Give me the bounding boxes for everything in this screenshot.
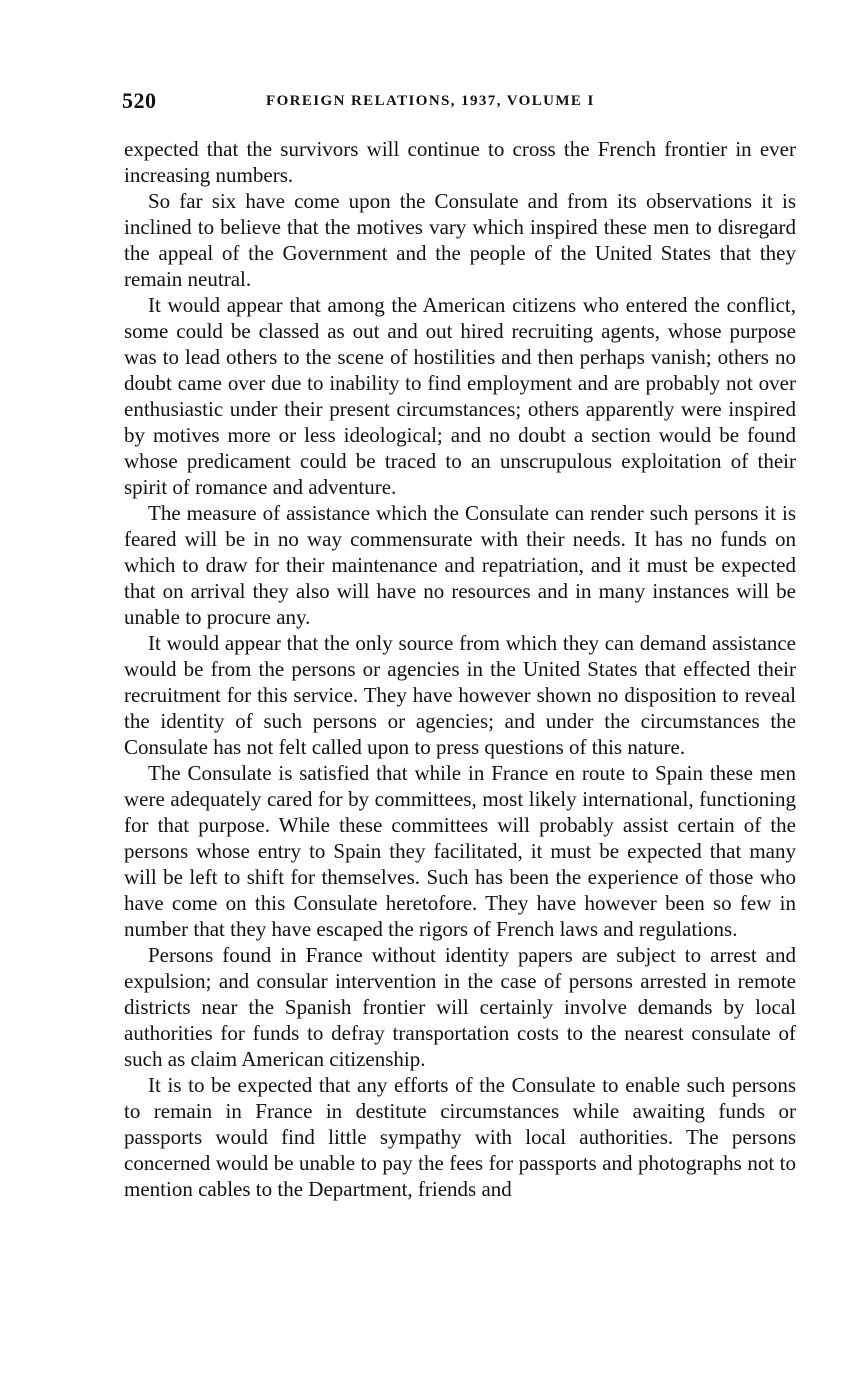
paragraph-continued: expected that the survivors will continue to cross the French frontier in ever increasing numbers. <box>124 137 796 187</box>
paragraph: It would appear that among the American citizens who entered the conflict, some could be classed as out and out hired recruiting agents, whose purpose was to lead others to the scene of hostilities and then perhaps vanish; others no doubt came over due to inability to find employment and are probably not over enthusiastic under their present circumstances; others apparently were inspired by motives more or less ideological; and no doubt a section would be found whose predicament could be traced to an unscrupulous exploitation of their spirit of romance and adventure. <box>124 293 796 499</box>
paragraph: Persons found in France without identity papers are subject to arrest and expulsion; and consular intervention in the case of persons arrested in remote districts near the Spanish frontier will certainly involve demands by local authorities for funds to defray transportation costs to the nearest consulate of such as claim American citizenship. <box>124 943 796 1071</box>
paragraph: It is to be expected that any efforts of the Consulate to enable such persons to remain in France in destitute circumstances while awaiting funds or passports would find little sympathy with local authorities. The persons concerned would be unable to pay the fees for passports and photographs not to mention cables to the Department, friends and <box>124 1073 796 1201</box>
running-head: FOREIGN RELATIONS, 1937, VOLUME I <box>266 93 595 109</box>
body-text <box>124 136 796 1202</box>
paragraph: It would appear that the only source from which they can demand assistance would be from the persons or agencies in the United States that effected their recruitment for this service. They have however shown no disposition to reveal the identity of such persons or agencies; and under the circumstances the Consulate has not felt called upon to press questions of this nature. <box>124 631 796 759</box>
page-number: 520 <box>122 88 157 113</box>
paragraph: So far six have come upon the Consulate and from its observations it is inclined to believe that the motives vary which inspired these men to disregard the appeal of the Government and the people of the United States that they remain neutral. <box>124 189 796 291</box>
page-header <box>122 88 802 118</box>
paragraph: The Consulate is satisfied that while in France en route to Spain these men were adequately cared for by committees, most likely international, functioning for that purpose. While these committees will probably assist certain of the persons whose entry to Spain they facilitated, it must be expected that many will be left to shift for themselves. Such has been the experience of those who have come on this Consulate heretofore. They have however been so few in number that they have escaped the rigors of French laws and regulations. <box>124 761 796 941</box>
paragraph: The measure of assistance which the Consulate can render such persons it is feared will be in no way commensurate with their needs. It has no funds on which to draw for their maintenance and repatriation, and it must be expected that on arrival they also will have no resources and in many instances will be unable to procure any. <box>124 501 796 629</box>
